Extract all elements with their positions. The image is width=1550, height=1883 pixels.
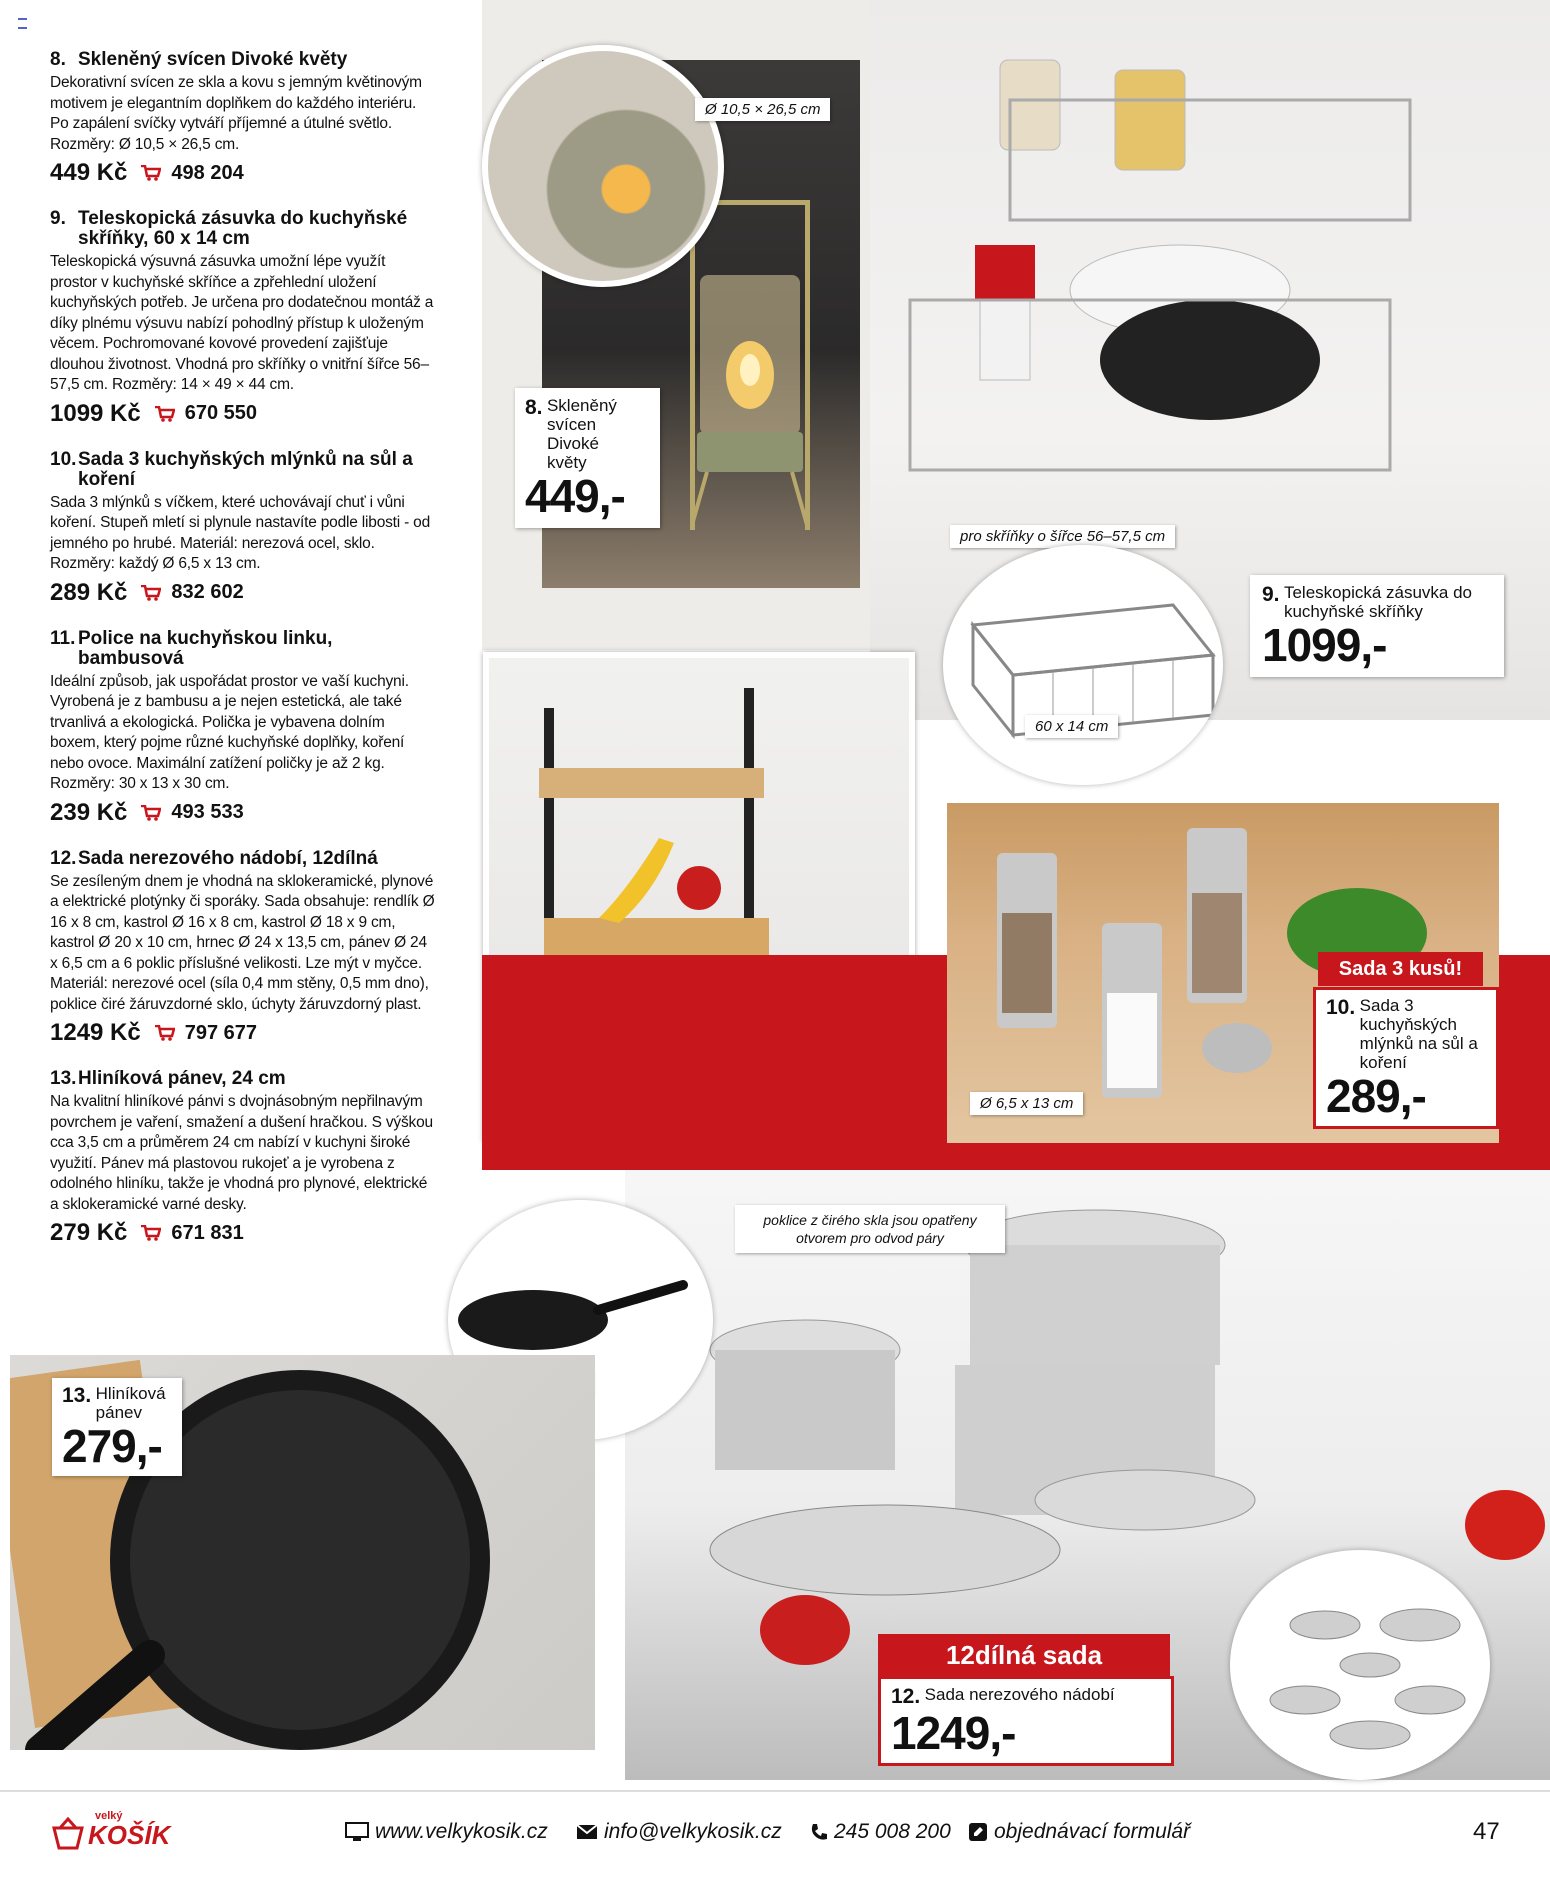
- product-entry: [50, 50, 435, 187]
- product-price-line: [50, 1219, 435, 1247]
- product-order-code: 832 602: [171, 581, 244, 603]
- product-title: [50, 629, 435, 669]
- tag-number: 10.: [1326, 996, 1356, 1019]
- product-name: Sada 3 kuchyňských mlýnků na sůl a koření: [78, 448, 413, 490]
- candle-closeup: [482, 45, 724, 287]
- tag-product-name: Teleskopická zásuvka do kuchyňské skříňky: [1283, 583, 1473, 621]
- cart-icon[interactable]: [141, 805, 161, 821]
- product-price-line: [50, 799, 435, 827]
- mills-dimension-label: Ø 6,5 x 13 cm: [970, 1092, 1083, 1115]
- product-price-line: [50, 1019, 435, 1047]
- product-price: 449 Kč: [50, 159, 128, 186]
- email-text: info@velkykosik.cz: [604, 1820, 782, 1843]
- cart-icon[interactable]: [141, 585, 161, 601]
- phone-icon: [810, 1823, 828, 1841]
- product-order-code: 670 550: [184, 402, 258, 424]
- product-number: 9.: [50, 208, 66, 229]
- product-description: Ideální způsob, jak uspořádat prostor ve vaší kuchyni. Vyrobená je z bambusu a je nejen estetická, ale také trvanlivá a ekologická. Polička je vybavena dolním boxem, který pojme různé kuchyňské doplňky, koření nebo ovoce. Maximální zatížení poličky je až 2 kg. Rozměry: 30 x 13 x 30 cm.: [50, 672, 409, 792]
- product-order-code: 498 204: [171, 161, 244, 184]
- product-title: [50, 1069, 435, 1089]
- page-footer: [0, 1790, 1550, 1883]
- product-description: Na kvalitní hliníkové pánvi s dvojnásobným nepřilnavým povrchem je vaření, smažení a dušení hračkou. S výškou cca 3,5 cm a průměrem 24 cm nabízí v kuchyni široké využití. Pánev má plastovou rukojeť a je vyrobena z odolného hliníku, takže je vhodná pro plynové, elektrické a sklokeramické varné desky.: [50, 1093, 433, 1213]
- product-title: [50, 50, 435, 70]
- drawer-closeup: [943, 545, 1223, 785]
- product-price: 279 Kč: [50, 1219, 128, 1246]
- product-name: Skleněný svícen Divoké květy: [78, 49, 348, 70]
- candle-dimension-label: Ø 10,5 × 26,5 cm: [695, 98, 830, 121]
- tag-price: 449,-: [525, 470, 625, 522]
- product-entry: [50, 849, 435, 1048]
- tag-product-name: Hliníková pánev: [95, 1384, 166, 1422]
- tag-number: 12.: [891, 1685, 921, 1708]
- cookware-set-illustration: [1230, 1550, 1490, 1780]
- edit-form-icon: [968, 1822, 988, 1842]
- mills-set-badge: Sada 3 kusů!: [1318, 952, 1483, 986]
- website-text: www.velkykosik.cz: [375, 1820, 548, 1843]
- product-entry: [50, 629, 435, 827]
- tag-number: 13.: [62, 1384, 92, 1407]
- product-description: Se zesíleným dnem je vhodná na sklokeramické, plynové a elektrické plotýnky či sporáky. Sada obsahuje: rendlík Ø 16 x 8 cm, kastrol Ø 16 x 8 cm, kastrol Ø 18 x 9 cm, kastrol Ø 20 x 10 cm, hrnec Ø 24 x 13,5 cm, pánev Ø 24 x 6,5 cm a 6 poklic příslušné velikosti. Lze mýt v myčce. Materiál: nerezové ocel (síla 0,4 mm stěny, 0,5 mm dno), poklice čiré žáruvzdorné sklo, úchyty žáruvzdorný plast.: [50, 872, 435, 1013]
- product-description: Teleskopická výsuvná zásuvka umožní lépe využít prostor v kuchyňské skříňce a zpřehlední uložení kuchyňských potřeb. Je určena pro dodatečnou montáž a díky plnému výsuvu nabízí pohodlný přístup k uloženým věcem. Pochromované kovové provedení zajišťuje dlouhou životnost. Vhodná pro skříňky o vnitřní šířce 56–57,5 cm. Rozměry: 14 × 49 × 44 cm.: [50, 253, 434, 393]
- product-price-line: [50, 400, 435, 428]
- menu-icon[interactable]: [18, 18, 27, 29]
- product-entry: [50, 1069, 435, 1247]
- product-number: 12.: [50, 847, 77, 869]
- phone-text: 245 008 200: [834, 1820, 951, 1843]
- logo-main: KOŠÍK: [88, 1820, 171, 1850]
- drawer-price-tag: [1250, 575, 1504, 677]
- product-price-line: [50, 159, 435, 187]
- cookware-set-thumbnail: [1230, 1550, 1490, 1780]
- product-entry: [50, 450, 435, 607]
- cart-icon[interactable]: [155, 406, 175, 422]
- product-name: Teleskopická zásuvka do kuchyňské skříňky, 60 x 14 cm: [78, 208, 408, 249]
- email-link[interactable]: [576, 1820, 782, 1844]
- tag-number: 8.: [525, 396, 543, 419]
- cookware-price-tag: [878, 1676, 1174, 1766]
- phone-link[interactable]: [810, 1820, 951, 1844]
- product-description: Dekorativní svícen ze skla a kovu s jemným květinovým motivem je elegantním doplňkem do každého interiéru. Po zapálení svíčky vytváří příjemné a útulné světlo. Rozměry: Ø 10,5 × 26,5 cm.: [50, 74, 422, 153]
- product-order-code: 493 533: [171, 801, 244, 823]
- drawer-width-note: pro skříňky o šířce 56–57,5 cm: [950, 525, 1175, 548]
- tag-price: 1099,-: [1262, 619, 1387, 671]
- website-link[interactable]: [345, 1820, 548, 1844]
- tag-product-name: Skleněný svícen Divoké květy: [546, 396, 617, 472]
- mills-price-tag: [1313, 987, 1499, 1129]
- product-order-code: 797 677: [184, 1021, 258, 1044]
- product-price: 289 Kč: [50, 578, 128, 606]
- cart-icon[interactable]: [141, 165, 161, 181]
- envelope-icon: [576, 1824, 598, 1840]
- basket-icon: [50, 1816, 86, 1852]
- tag-number: 9.: [1262, 583, 1280, 606]
- cookware-set-badge: 12dílná sada: [878, 1634, 1170, 1676]
- monitor-icon: [345, 1822, 369, 1842]
- logo-top: velký: [95, 1810, 123, 1822]
- product-title: [50, 849, 435, 869]
- product-entry: [50, 209, 435, 428]
- pan-price-tag: [52, 1378, 182, 1476]
- product-title: [50, 209, 435, 249]
- product-price: 1249 Kč: [50, 1019, 141, 1046]
- product-number: 11.: [50, 627, 76, 649]
- product-price-line: [50, 579, 435, 607]
- tag-price: 1249,-: [891, 1707, 1016, 1759]
- tag-price: 279,-: [62, 1420, 162, 1472]
- tag-product-name: Sada 3 kuchyňských mlýnků na sůl a koření: [1359, 996, 1478, 1072]
- cart-icon[interactable]: [141, 1225, 161, 1241]
- order-form-link[interactable]: [968, 1820, 1190, 1844]
- product-number: 10.: [50, 448, 77, 470]
- product-order-code: 671 831: [171, 1221, 244, 1244]
- tag-price: 289,-: [1326, 1070, 1426, 1122]
- product-name: Hliníková pánev, 24 cm: [78, 1068, 286, 1089]
- brand-logo[interactable]: [50, 1806, 180, 1856]
- cookware-lid-note: poklice z čirého skla jsou opatřeny otvorem pro odvod páry: [735, 1205, 1005, 1253]
- product-title: [50, 450, 435, 490]
- product-price: 239 Kč: [50, 798, 128, 826]
- page-number: 47: [1473, 1818, 1500, 1845]
- drawer-dimension-label: 60 x 14 cm: [1025, 715, 1118, 738]
- product-name: Sada nerezového nádobí, 12dílná: [78, 847, 378, 869]
- tag-product-name: Sada nerezového nádobí: [924, 1685, 1115, 1704]
- product-number: 8.: [50, 49, 66, 70]
- product-description: Sada 3 mlýnků s víčkem, které uchovávají chuť i vůni koření. Stupeň mletí si plynule nastavíte podle libosti - od jemného po hrubé. Materiál: nerezová ocel, sklo. Rozměry: každý Ø 6,5 x 13 cm.: [50, 493, 431, 572]
- product-number: 13.: [50, 1068, 77, 1089]
- product-price: 1099 Kč: [50, 399, 141, 427]
- product-name: Police na kuchyňskou linku, bambusová: [78, 627, 333, 669]
- order-form-text: objednávací formulář: [994, 1820, 1191, 1843]
- drawer-wire-illustration: [943, 545, 1223, 785]
- cart-icon[interactable]: [155, 1025, 175, 1041]
- candle-price-tag: [515, 388, 660, 528]
- product-list: [50, 50, 435, 1269]
